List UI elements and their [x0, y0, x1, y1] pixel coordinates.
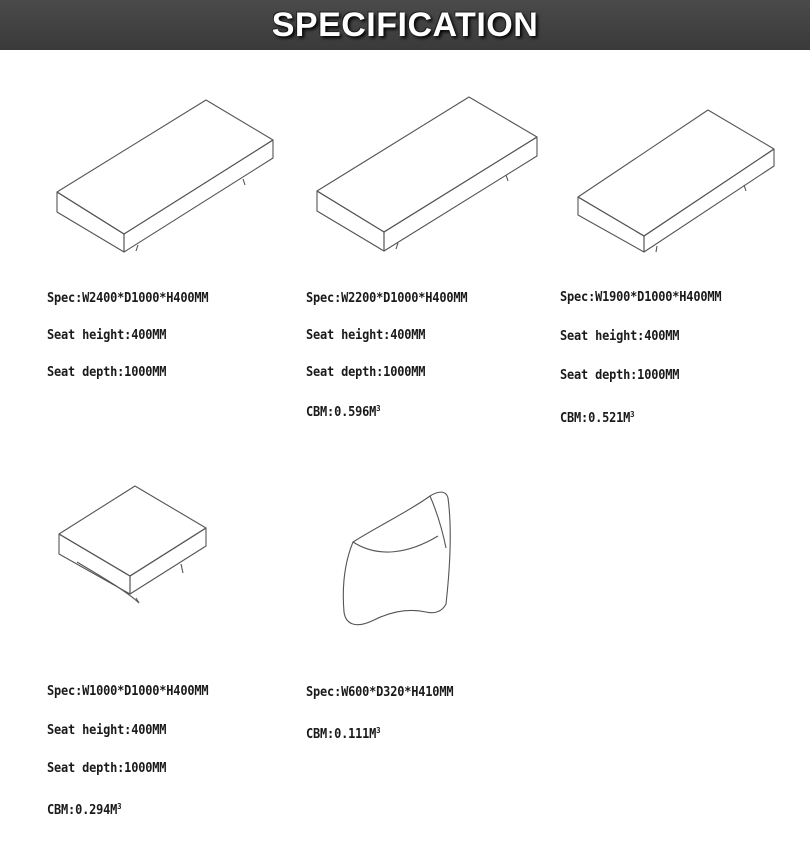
long-sofa-module-drawing [50, 95, 280, 255]
cbm-volume: $CBM:0.521M^3$ [560, 410, 635, 426]
seat-height: Seat height:400MM [47, 328, 167, 343]
product-4-specs [47, 684, 222, 818]
product-5-specs [306, 685, 466, 742]
seat-height: Seat height:400MM [306, 328, 426, 343]
seat-depth: Seat depth:1000MM [560, 368, 680, 383]
cbm-volume: $CBM:0.596M^3$ [306, 404, 381, 420]
seat-height: Seat height:400MM [47, 723, 167, 738]
seat-depth: Seat depth:1000MM [47, 761, 167, 776]
spec-dimensions: Spec:W1900*D1000*H400MM [560, 290, 722, 305]
spec-dimensions: Spec:W1000*D1000*H400MM [47, 684, 209, 699]
spec-dimensions: Spec:W600*D320*H410MM [306, 685, 454, 700]
product-3-specs [560, 290, 735, 426]
page-title: SPECIFICATION [271, 5, 539, 44]
long-sofa-module-drawing [572, 105, 782, 257]
seat-height: Seat height:400MM [560, 329, 680, 344]
product-2-specs [306, 291, 481, 420]
cushion-drawing [338, 488, 458, 634]
product-1-specs [47, 291, 222, 381]
spec-dimensions: Spec:W2200*D1000*H400MM [306, 291, 468, 306]
cbm-volume: $CBM:0.294M^3$ [47, 802, 122, 818]
spec-dimensions: Spec:W2400*D1000*H400MM [47, 291, 209, 306]
title-banner [0, 0, 810, 50]
ottoman-module-drawing [55, 482, 215, 610]
seat-depth: Seat depth:1000MM [306, 365, 426, 380]
cbm-volume: $CBM:0.111M^3$ [306, 726, 381, 742]
long-sofa-module-drawing [310, 93, 545, 258]
seat-depth: Seat depth:1000MM [47, 365, 167, 380]
